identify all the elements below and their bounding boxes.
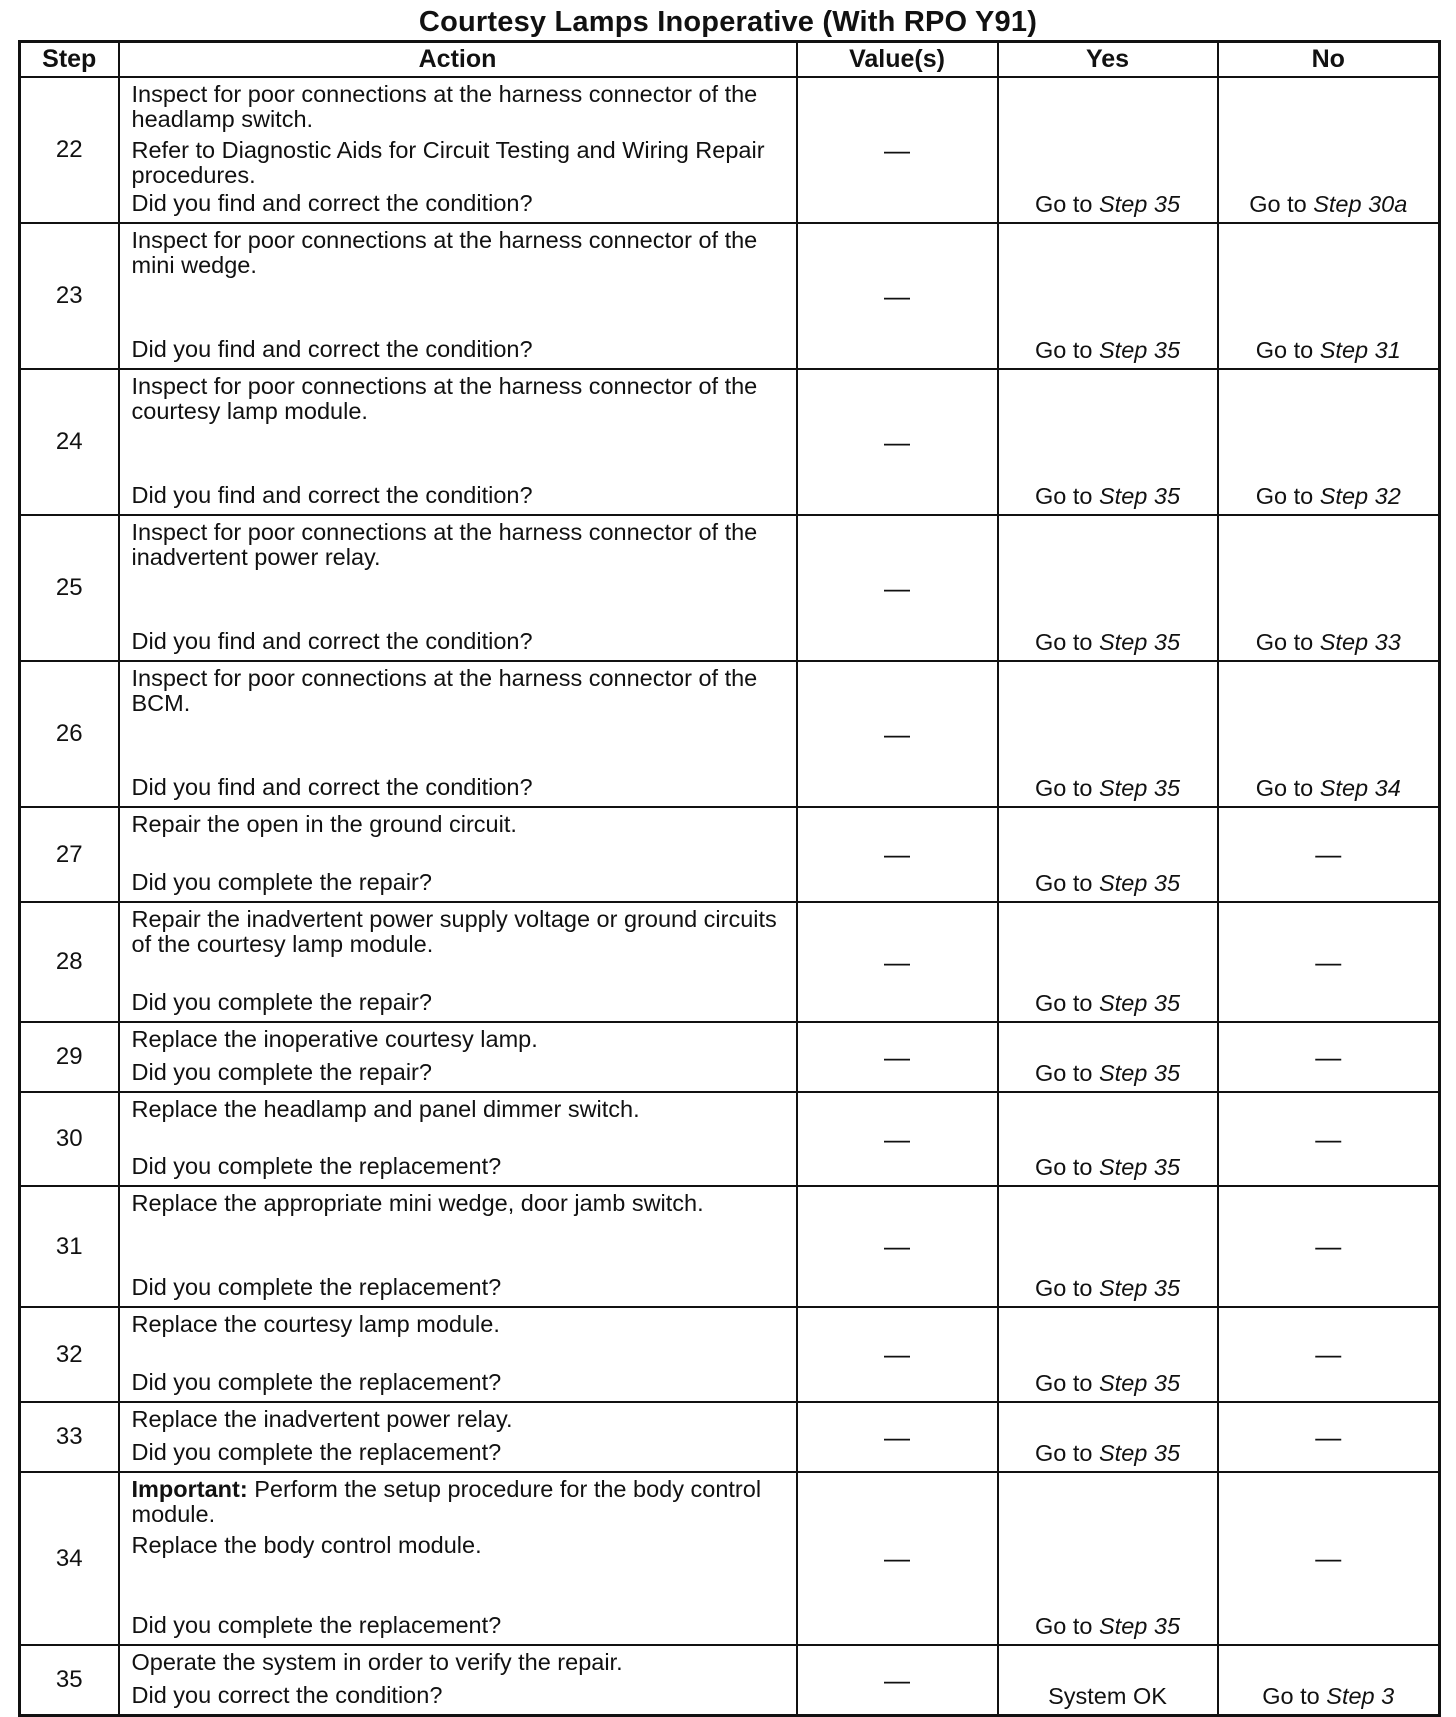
header-no: No: [1218, 42, 1440, 78]
action-instructions: [132, 520, 786, 570]
go-to-text: Go to: [1034, 1370, 1099, 1396]
go-to-step-ref: Step 30a: [1313, 191, 1408, 217]
step-number: 29: [20, 1022, 119, 1092]
value-cell: —: [797, 1307, 998, 1402]
action-content: [132, 82, 786, 216]
go-to-text: Go to: [1034, 1613, 1099, 1639]
go-to-text: Go to: [1034, 1060, 1099, 1086]
action-instructions: [132, 82, 786, 188]
value-cell: —: [797, 1402, 998, 1472]
action-paragraph: Replace the inadvertent power relay.: [131, 1406, 513, 1432]
go-to-step-ref: Step 3: [1326, 1683, 1395, 1709]
action-question: Did you find and correct the condition?: [131, 336, 533, 362]
action-paragraph: Inspect for poor connections at the harness connector of the courtesy lamp module.: [131, 373, 758, 424]
go-to-step-ref: Step 35: [1099, 775, 1181, 801]
go-to-text: Go to: [1034, 483, 1099, 509]
no-dash: —: [1218, 1186, 1440, 1307]
yes-outcome: System OK: [998, 1645, 1218, 1716]
go-to-text: Go to: [1255, 337, 1320, 363]
action-cell: [119, 223, 797, 369]
no-dash: —: [1218, 807, 1440, 902]
action-paragraph: Important: Perform the setup procedure for the body control module.: [131, 1476, 762, 1527]
action-content: [132, 666, 786, 800]
page-title: Courtesy Lamps Inoperative (With RPO Y91): [418, 6, 1038, 38]
yes-outcome: [998, 1092, 1218, 1186]
yes-outcome: [998, 1402, 1218, 1472]
action-instructions: [132, 1191, 786, 1216]
go-to-step-ref: Step 35: [1099, 870, 1181, 896]
action-instructions: [132, 1407, 786, 1432]
table-row: [20, 1472, 1440, 1645]
yes-outcome: [998, 515, 1218, 661]
action-instructions: [132, 1097, 786, 1122]
yes-outcome: [998, 77, 1218, 223]
action-paragraph: Repair the inadvertent power supply voltage or ground circuits of the courtesy lamp module.: [131, 906, 777, 957]
action-content: [132, 1191, 786, 1300]
go-to-text: Go to: [1034, 629, 1099, 655]
yes-outcome: [998, 661, 1218, 807]
action-cell: [119, 1186, 797, 1307]
go-to-step-ref: Step 35: [1099, 1440, 1181, 1466]
no-dash: —: [1218, 902, 1440, 1022]
action-content: [132, 812, 786, 895]
yes-outcome: [998, 1186, 1218, 1307]
value-cell: —: [797, 77, 998, 223]
action-cell: [119, 369, 797, 515]
action-instructions: [132, 1027, 786, 1052]
go-to-step-ref: Step 35: [1099, 1060, 1181, 1086]
action-paragraph: Replace the body control module.: [131, 1532, 482, 1558]
table-row: [20, 1402, 1440, 1472]
table-row: [20, 661, 1440, 807]
go-to-text: Go to: [1034, 870, 1099, 896]
step-number: 31: [20, 1186, 119, 1307]
table-row: [20, 1186, 1440, 1307]
no-dash: —: [1218, 1022, 1440, 1092]
value-cell: —: [797, 369, 998, 515]
action-content: [132, 1407, 786, 1465]
action-paragraph: Replace the headlamp and panel dimmer switch.: [131, 1096, 640, 1122]
go-to-text: Go to: [1255, 775, 1320, 801]
action-content: [132, 1650, 786, 1708]
action-cell: [119, 1092, 797, 1186]
header-step: Step: [20, 42, 119, 78]
action-paragraph: Inspect for poor connections at the harness connector of the BCM.: [131, 665, 758, 716]
action-content: [132, 520, 786, 654]
go-to-text: Go to: [1255, 483, 1320, 509]
go-to-step-ref: Step 31: [1319, 337, 1401, 363]
value-cell: —: [797, 1092, 998, 1186]
go-to-text: Go to: [1034, 191, 1099, 217]
go-to-step-ref: Step 35: [1099, 629, 1181, 655]
action-cell: [119, 1472, 797, 1645]
action-question: Did you complete the repair?: [131, 1059, 432, 1085]
no-dash: —: [1218, 1092, 1440, 1186]
header-action: Action: [119, 42, 797, 78]
action-question: Did you complete the replacement?: [131, 1439, 502, 1465]
header-yes: Yes: [998, 42, 1218, 78]
action-question: Did you find and correct the condition?: [131, 774, 533, 800]
value-cell: —: [797, 223, 998, 369]
no-outcome: [1218, 223, 1440, 369]
go-to-step-ref: Step 34: [1319, 775, 1401, 801]
action-instructions: [132, 1312, 786, 1337]
action-paragraph: Replace the appropriate mini wedge, door jamb switch.: [131, 1190, 704, 1216]
action-cell: [119, 661, 797, 807]
step-number: 26: [20, 661, 119, 807]
action-paragraph: Repair the open in the ground circuit.: [131, 811, 517, 837]
important-label: Important:: [131, 1476, 248, 1502]
action-paragraph: Replace the inoperative courtesy lamp.: [131, 1026, 538, 1052]
action-cell: [119, 1022, 797, 1092]
go-to-step-ref: Step 35: [1099, 1154, 1181, 1180]
action-content: [132, 1312, 786, 1395]
go-to-step-ref: Step 35: [1099, 191, 1181, 217]
step-number: 34: [20, 1472, 119, 1645]
action-cell: [119, 807, 797, 902]
go-to-text: Go to: [1262, 1683, 1327, 1709]
go-to-step-ref: Step 35: [1099, 483, 1181, 509]
action-cell: [119, 902, 797, 1022]
no-outcome: [1218, 515, 1440, 661]
action-question: Did you correct the condition?: [131, 1682, 443, 1708]
table-row: [20, 515, 1440, 661]
go-to-step-ref: Step 35: [1099, 990, 1181, 1016]
action-paragraph: Operate the system in order to verify the repair.: [131, 1649, 623, 1675]
action-question: Did you complete the replacement?: [131, 1274, 502, 1300]
value-cell: —: [797, 1022, 998, 1092]
step-number: 23: [20, 223, 119, 369]
step-number: 33: [20, 1402, 119, 1472]
diagnostic-table: [18, 40, 1441, 1717]
step-number: 30: [20, 1092, 119, 1186]
go-to-text: Go to: [1255, 629, 1320, 655]
action-cell: [119, 1307, 797, 1402]
action-cell: [119, 1402, 797, 1472]
action-instructions: [132, 812, 786, 837]
table-row: [20, 1092, 1440, 1186]
action-paragraph: Refer to Diagnostic Aids for Circuit Testing and Wiring Repair procedures.: [131, 137, 765, 188]
no-outcome: [1218, 661, 1440, 807]
yes-outcome: [998, 807, 1218, 902]
step-number: 28: [20, 902, 119, 1022]
step-number: 35: [20, 1645, 119, 1716]
header-row: [20, 42, 1440, 78]
action-instructions: [132, 666, 786, 716]
go-to-step-ref: Step 35: [1099, 1613, 1181, 1639]
go-to-text: Go to: [1034, 1275, 1099, 1301]
action-paragraph: Inspect for poor connections at the harness connector of the headlamp switch.: [131, 81, 758, 132]
action-paragraph: Inspect for poor connections at the harness connector of the mini wedge.: [131, 227, 758, 278]
action-question: Did you find and correct the condition?: [131, 190, 533, 216]
yes-outcome: [998, 1307, 1218, 1402]
action-question: Did you complete the replacement?: [131, 1612, 502, 1638]
action-content: [132, 374, 786, 508]
yes-outcome: [998, 369, 1218, 515]
action-question: Did you find and correct the condition?: [131, 628, 533, 654]
header-values: Value(s): [797, 42, 998, 78]
value-cell: —: [797, 661, 998, 807]
value-cell: —: [797, 1186, 998, 1307]
action-question: Did you find and correct the condition?: [131, 482, 533, 508]
go-to-step-ref: Step 35: [1099, 337, 1181, 363]
action-question: Did you complete the replacement?: [131, 1369, 502, 1395]
action-instructions: [132, 228, 786, 278]
step-number: 25: [20, 515, 119, 661]
go-to-step-ref: Step 32: [1319, 483, 1401, 509]
action-instructions: [132, 907, 786, 957]
go-to-text: Go to: [1034, 337, 1099, 363]
go-to-text: Go to: [1034, 1440, 1099, 1466]
table-row: [20, 77, 1440, 223]
action-content: [132, 228, 786, 362]
action-cell: [119, 515, 797, 661]
action-question: Did you complete the replacement?: [131, 1153, 502, 1179]
value-cell: —: [797, 1645, 998, 1716]
go-to-text: Go to: [1034, 1154, 1099, 1180]
action-content: [132, 907, 786, 1015]
go-to-text: Go to: [1249, 191, 1314, 217]
step-number: 22: [20, 77, 119, 223]
no-dash: —: [1218, 1472, 1440, 1645]
table-body: [20, 77, 1440, 1716]
step-number: 24: [20, 369, 119, 515]
table-row: [20, 1645, 1440, 1716]
table-row: [20, 1022, 1440, 1092]
action-paragraph: Replace the courtesy lamp module.: [131, 1311, 500, 1337]
go-to-step-ref: Step 35: [1099, 1370, 1181, 1396]
action-content: [132, 1027, 786, 1085]
action-cell: [119, 1645, 797, 1716]
table-row: [20, 902, 1440, 1022]
step-number: 32: [20, 1307, 119, 1402]
action-question: Did you complete the repair?: [131, 989, 432, 1015]
no-outcome: [1218, 369, 1440, 515]
table-row: [20, 369, 1440, 515]
action-instructions: [132, 374, 786, 424]
value-cell: —: [797, 807, 998, 902]
yes-outcome: [998, 1472, 1218, 1645]
action-instructions: [132, 1650, 786, 1675]
yes-outcome: [998, 902, 1218, 1022]
no-outcome: [1218, 77, 1440, 223]
value-cell: —: [797, 1472, 998, 1645]
go-to-text: Go to: [1034, 775, 1099, 801]
table-row: [20, 223, 1440, 369]
value-cell: —: [797, 515, 998, 661]
go-to-step-ref: Step 35: [1099, 1275, 1181, 1301]
no-outcome: [1218, 1645, 1440, 1716]
table-row: [20, 1307, 1440, 1402]
action-content: [132, 1097, 786, 1179]
go-to-text: Go to: [1034, 990, 1099, 1016]
step-number: 27: [20, 807, 119, 902]
action-question: Did you complete the repair?: [131, 869, 432, 895]
table-row: [20, 807, 1440, 902]
go-to-step-ref: Step 33: [1319, 629, 1401, 655]
action-instructions: [132, 1477, 786, 1558]
yes-outcome: [998, 223, 1218, 369]
no-dash: —: [1218, 1402, 1440, 1472]
action-content: [132, 1477, 786, 1638]
action-paragraph: Inspect for poor connections at the harness connector of the inadvertent power relay.: [131, 519, 758, 570]
yes-outcome: [998, 1022, 1218, 1092]
action-cell: [119, 77, 797, 223]
value-cell: —: [797, 902, 998, 1022]
no-dash: —: [1218, 1307, 1440, 1402]
